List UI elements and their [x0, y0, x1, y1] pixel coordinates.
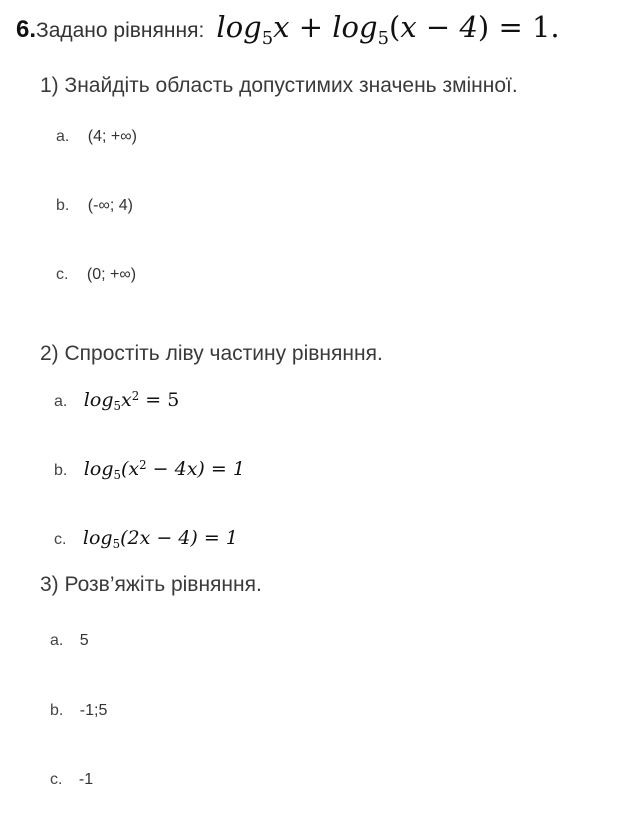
- problem-number: 6.: [16, 16, 37, 43]
- option-letter: c.: [50, 771, 63, 788]
- option-text: 5: [79, 632, 89, 649]
- q2-option-c[interactable]: [54, 527, 238, 552]
- option-text: (0; +∞): [86, 266, 137, 283]
- main-equation: $\log_5x + \log_5(x - 4) = 1$.: [216, 10, 560, 49]
- option-letter: c.: [56, 266, 69, 283]
- question-1-prompt: 1) Знайдіть область допустимих значень змінної.: [40, 74, 518, 97]
- question-3-prompt: 3) Розв’яжіть рівняння.: [40, 573, 262, 596]
- option-equation: $\log_5x^2 = 5$: [83, 389, 180, 414]
- option-letter: a.: [54, 393, 68, 410]
- option-text: (4; +∞): [87, 128, 137, 145]
- option-letter: b.: [54, 462, 68, 479]
- q3-option-c[interactable]: [50, 771, 93, 789]
- q3-option-a[interactable]: [50, 632, 89, 650]
- question-2-prompt: 2) Спростіть ліву частину рівняння.: [40, 342, 383, 365]
- problem-header: [16, 10, 560, 49]
- problem-intro: Задано рівняння:: [36, 19, 205, 42]
- q1-option-a[interactable]: [56, 128, 137, 146]
- option-equation: $\log_5(x^2 - 4x) = 1$: [83, 458, 245, 483]
- q3-option-b[interactable]: [50, 702, 107, 720]
- q1-option-b[interactable]: [56, 197, 133, 215]
- option-letter: a.: [50, 632, 64, 649]
- q2-option-b[interactable]: [54, 458, 245, 483]
- option-letter: b.: [50, 702, 64, 719]
- option-text: -1: [78, 771, 94, 788]
- option-text: (-∞; 4): [87, 197, 133, 214]
- q1-option-c[interactable]: [56, 266, 136, 284]
- option-letter: a.: [56, 128, 70, 145]
- option-letter: c.: [54, 531, 67, 548]
- q2-option-a[interactable]: [54, 389, 180, 414]
- option-letter: b.: [56, 197, 70, 214]
- option-equation: $\log_5(2x - 4) = 1$: [82, 527, 238, 552]
- option-text: -1;5: [79, 702, 108, 719]
